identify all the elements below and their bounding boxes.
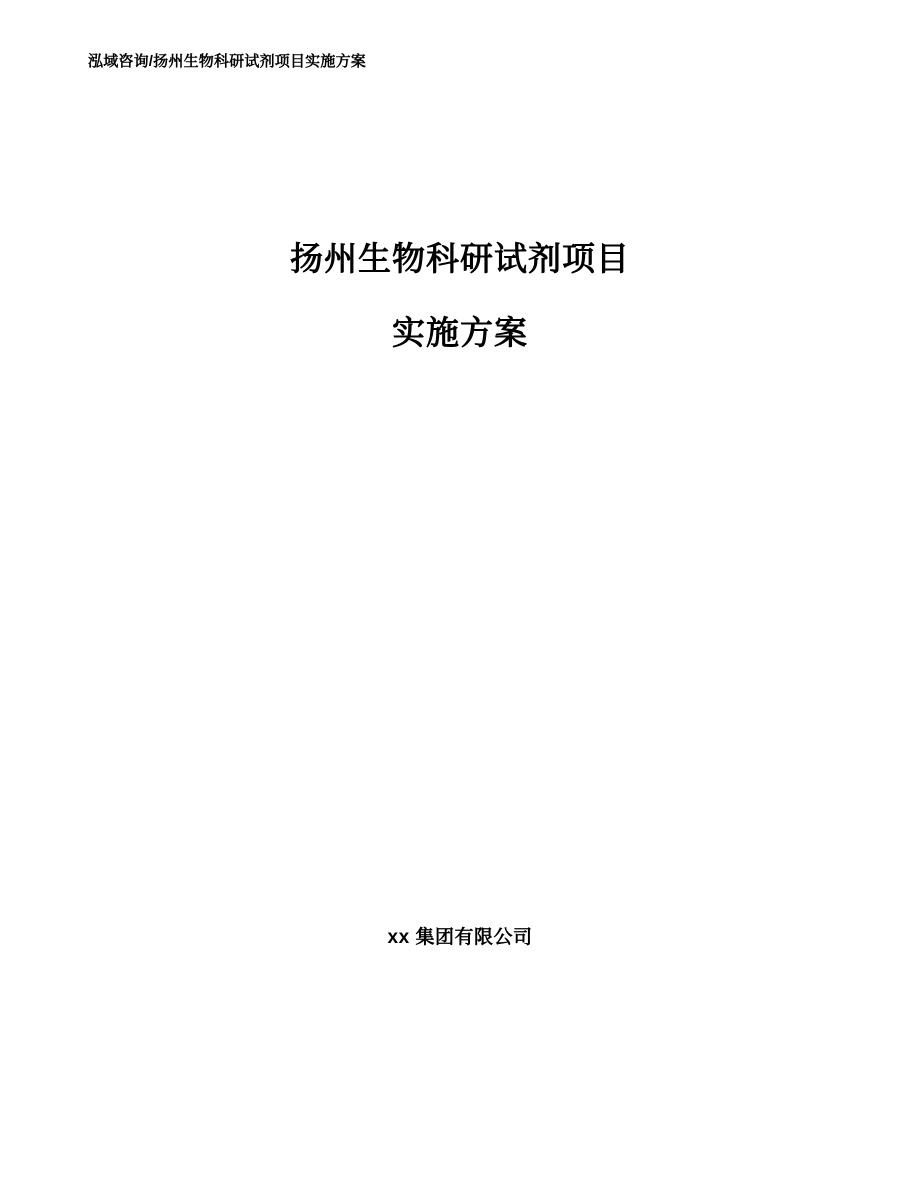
page-header: 泓域咨询/扬州生物科研试剂项目实施方案: [88, 53, 366, 70]
document-title: [0, 222, 920, 370]
company-name: xx 集团有限公司: [387, 927, 533, 948]
title-line-2: 实施方案: [392, 314, 528, 351]
title-line-1: 扬州生物科研试剂项目: [290, 240, 630, 277]
